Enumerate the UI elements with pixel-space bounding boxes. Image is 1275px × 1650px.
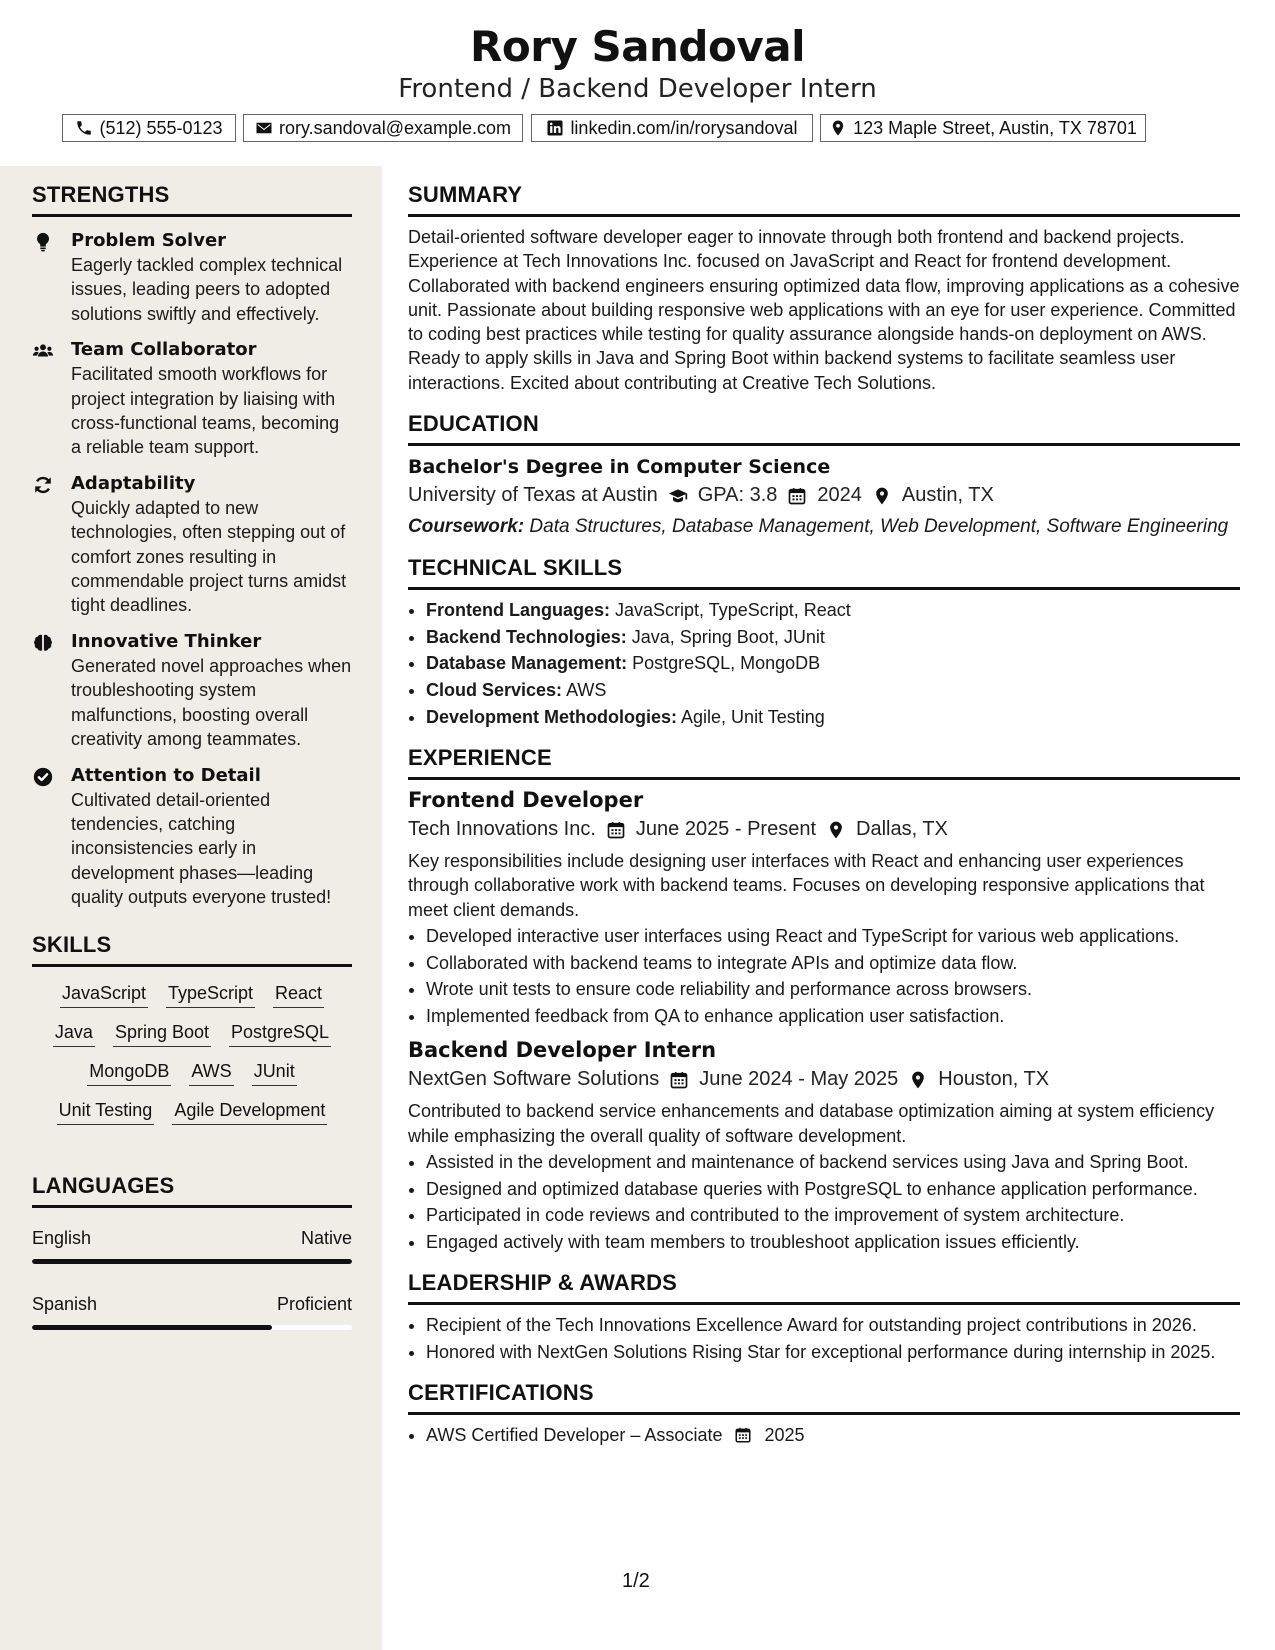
- strength-desc: Quickly adapted to new technologies, often stepping out of comfort zones resulting in commendable project turns amidst tight deadlines.: [71, 497, 347, 616]
- calendar-icon: [787, 486, 807, 506]
- strength-item: [32, 229, 352, 326]
- languages-section: [32, 1173, 352, 1330]
- contact-phone[interactable]: [62, 114, 236, 142]
- skill-category: Database Management:: [426, 653, 628, 674]
- calendar-icon: [669, 1070, 689, 1090]
- lightbulb-icon: [32, 231, 54, 253]
- check-circle-icon: [32, 766, 54, 788]
- sidebar: [0, 166, 382, 1650]
- strength-item: [32, 630, 352, 752]
- envelope-icon: [255, 119, 273, 137]
- certifications-section: [408, 1380, 1240, 1447]
- strengths-section: [32, 182, 352, 910]
- language-level-bar: [32, 1259, 352, 1264]
- skill-values: AWS: [566, 680, 607, 701]
- language-level: Proficient: [276, 1293, 352, 1314]
- brain-icon: [32, 632, 54, 654]
- skills-section: [32, 932, 352, 1125]
- candidate-name: Rory Sandoval: [470, 22, 805, 71]
- job-bullets: [408, 1150, 1240, 1254]
- language-name: Spanish: [32, 1293, 98, 1314]
- calendar-icon: [606, 820, 626, 840]
- education-location: Austin, TX: [901, 484, 994, 507]
- skill-values: Agile, Unit Testing: [681, 706, 825, 727]
- strength-title: Team Collaborator: [71, 339, 257, 361]
- list-item: [426, 625, 1240, 649]
- school-name: University of Texas at Austin: [408, 484, 658, 507]
- skill-category: Backend Technologies:: [426, 626, 627, 647]
- job-summary: Contributed to backend service enhancements and database optimization aiming at system efficiency while emphasizing the overall quality of software development.: [408, 1101, 1215, 1146]
- skill-tag: Spring Boot: [113, 1022, 211, 1047]
- strength-item: [32, 338, 352, 460]
- list-item: [426, 1423, 1240, 1447]
- contact-email[interactable]: [243, 114, 523, 142]
- awards-title: LEADERSHIP & AWARDS: [408, 1270, 1240, 1305]
- users-icon: [32, 340, 54, 362]
- list-item: • Assisted in the development and maintenance of backend services using Java and Spring Boot.: [426, 1150, 1240, 1174]
- skill-tag: AWS: [189, 1061, 233, 1086]
- list-item: • Recipient of the Tech Innovations Excellence Award for outstanding project contributions in 2026.: [426, 1313, 1240, 1337]
- list-item: [426, 678, 1240, 702]
- strength-item: [32, 764, 352, 910]
- phone-icon: [75, 119, 93, 137]
- page-number: 1/2: [622, 1570, 650, 1592]
- coursework: [408, 515, 1240, 539]
- skill-tag: React: [273, 983, 324, 1008]
- skill-values: PostgreSQL, MongoDB: [632, 653, 821, 674]
- skill-tag: MongoDB: [87, 1061, 171, 1086]
- skill-category: Development Methodologies:: [426, 706, 678, 727]
- strength-desc: Eagerly tackled complex technical issues, leading peers to adopted solutions swiftly and effectively.: [71, 255, 343, 324]
- strength-title: Innovative Thinker: [71, 630, 262, 652]
- skill-tag: PostgreSQL: [229, 1022, 331, 1047]
- job-location: Houston, TX: [938, 1068, 1050, 1091]
- job-entry: [408, 1038, 1240, 1254]
- graduation-year: 2024: [817, 484, 862, 507]
- list-item: [426, 651, 1240, 675]
- job-entry: [408, 788, 1240, 1028]
- list-item: • Developed interactive user interfaces using React and TypeScript for various web applications.: [426, 924, 1240, 948]
- language-level: Native: [300, 1227, 352, 1248]
- summary-section: [408, 182, 1240, 395]
- awards-list: [408, 1313, 1240, 1364]
- language-item: [32, 1294, 352, 1330]
- map-marker-icon: [829, 119, 847, 137]
- list-item: [426, 598, 1240, 622]
- skill-values: JavaScript, TypeScript, React: [615, 600, 851, 621]
- map-marker-icon: [826, 820, 846, 840]
- calendar-icon: [734, 1426, 752, 1444]
- strength-desc: Generated novel approaches when troubleshooting system malfunctions, boosting overall creativity among teammates.: [71, 655, 352, 750]
- job-summary: Key responsibilities include designing user interfaces with React and enhancing user experiences through collaborative work with backend teams. Focuses on developing responsive applications that meet client demands.: [408, 851, 1205, 920]
- contact-linkedin-text: linkedin.com/in/rorysandoval: [570, 117, 798, 138]
- contact-phone-text: (512) 555-0123: [99, 117, 223, 138]
- language-level-fill: [32, 1325, 272, 1330]
- language-name: English: [32, 1227, 92, 1248]
- skill-tag: Java: [53, 1022, 95, 1047]
- list-item: • Collaborated with backend teams to integrate APIs and optimize data flow.: [426, 951, 1240, 975]
- education-title: EDUCATION: [408, 411, 1240, 446]
- job-role: Frontend Developer: [408, 788, 644, 813]
- linkedin-icon: [546, 119, 564, 137]
- strength-title: Attention to Detail: [71, 764, 261, 786]
- strength-title: Problem Solver: [71, 230, 227, 251]
- skill-category: Cloud Services:: [426, 680, 563, 701]
- list-item: • Wrote unit tests to ensure code reliability and performance across browsers.: [426, 977, 1240, 1001]
- contact-address-text: 123 Maple Street, Austin, TX 78701: [853, 117, 1137, 138]
- candidate-headline: Frontend / Backend Developer Intern: [398, 74, 877, 104]
- skill-tag: JUnit: [252, 1061, 297, 1086]
- gpa-text: GPA: 3.8: [697, 484, 778, 507]
- strength-item: [32, 472, 352, 618]
- skill-tag: TypeScript: [166, 983, 255, 1008]
- job-role: Backend Developer Intern: [408, 1038, 717, 1063]
- certification-name: • AWS Certified Developer – Associate: [426, 1425, 723, 1446]
- education-section: [408, 411, 1240, 539]
- resume-header: [0, 0, 1275, 166]
- strength-title: Adaptability: [71, 472, 196, 494]
- job-meta: [408, 818, 1240, 841]
- coursework-label: Coursework:: [408, 516, 525, 538]
- strengths-title: STRENGTHS: [32, 182, 352, 217]
- skill-tag: JavaScript: [60, 983, 148, 1008]
- language-item: [32, 1228, 352, 1264]
- skills-title: SKILLS: [32, 932, 352, 967]
- list-item: • Engaged actively with team members to troubleshoot application issues efficiently.: [426, 1230, 1240, 1254]
- contact-email-text: rory.sandoval@example.com: [278, 117, 512, 138]
- job-location: Dallas, TX: [856, 818, 948, 841]
- map-marker-icon: [872, 486, 892, 506]
- list-item: • Implemented feedback from QA to enhance application user satisfaction.: [426, 1004, 1240, 1028]
- experience-section: [408, 745, 1240, 1254]
- language-level-fill: [32, 1259, 352, 1264]
- map-marker-icon: [908, 1070, 928, 1090]
- main-content: [408, 166, 1240, 1464]
- list-item: • Honored with NextGen Solutions Rising Star for exceptional performance during internship in 2025.: [426, 1340, 1240, 1364]
- job-meta: [408, 1068, 1240, 1091]
- job-dates: June 2025 - Present: [635, 818, 817, 841]
- job-company: NextGen Software Solutions: [408, 1068, 660, 1091]
- summary-title: SUMMARY: [408, 182, 1240, 217]
- strength-desc: Facilitated smooth workflows for project integration by liaising with cross-functional teams, becoming a reliable team support.: [71, 364, 340, 458]
- coursework-list: Data Structures, Database Management, Web Development, Software Engineering: [529, 516, 1229, 538]
- experience-title: EXPERIENCE: [408, 745, 1240, 780]
- job-company: Tech Innovations Inc.: [408, 818, 596, 841]
- technical-skills-title: TECHNICAL SKILLS: [408, 555, 1240, 590]
- contact-address: [820, 114, 1146, 142]
- certification-year: 2025: [764, 1425, 805, 1446]
- education-meta: [408, 484, 1240, 507]
- technical-skills-section: [408, 555, 1240, 729]
- skill-tag: Agile Development: [172, 1100, 327, 1125]
- job-bullets: [408, 924, 1240, 1028]
- technical-skills-list: [408, 598, 1240, 729]
- list-item: • Participated in code reviews and contributed to the improvement of system architecture.: [426, 1203, 1240, 1227]
- contact-linkedin[interactable]: [531, 114, 813, 142]
- awards-section: [408, 1270, 1240, 1364]
- job-dates: June 2024 - May 2025: [699, 1068, 899, 1091]
- skills-list: [32, 983, 352, 1125]
- sync-icon: [32, 474, 54, 496]
- languages-title: LANGUAGES: [32, 1173, 352, 1208]
- sidebar-content: [32, 166, 352, 1330]
- skill-tag: Unit Testing: [57, 1100, 155, 1125]
- skill-category: Frontend Languages:: [426, 600, 610, 621]
- strength-desc: Cultivated detail-oriented tendencies, catching inconsistencies early in development phases—leading quality outputs everyone trusted!: [71, 789, 332, 908]
- graduation-cap-icon: [668, 486, 688, 506]
- certifications-title: CERTIFICATIONS: [408, 1380, 1240, 1415]
- contact-bar: [0, 114, 1275, 144]
- skill-values: Java, Spring Boot, JUnit: [631, 626, 825, 647]
- certifications-list: [408, 1423, 1240, 1447]
- language-level-bar: [32, 1325, 352, 1330]
- list-item: • Designed and optimized database queries with PostgreSQL to enhance application performance.: [426, 1177, 1240, 1201]
- degree-title: Bachelor's Degree in Computer Science: [408, 456, 831, 479]
- list-item: [426, 705, 1240, 729]
- summary-text: Detail-oriented software developer eager to innovate through both frontend and backend projects. Experience at Tech Innovations Inc. focused on JavaScript and React for frontend development. Collaborated with backend engineers ensuring optimized data flow, improving applications as a cohesive unit. Passionate about building responsive web applications with an eye for user experience. Committed to coding best practices while testing for quality assurance alongside hands-on deployment on AWS. Ready to apply skills in Java and Spring Boot within backend systems to facilitate seamless user interactions. Excited about contributing at Creative Tech Solutions.: [408, 227, 1240, 393]
